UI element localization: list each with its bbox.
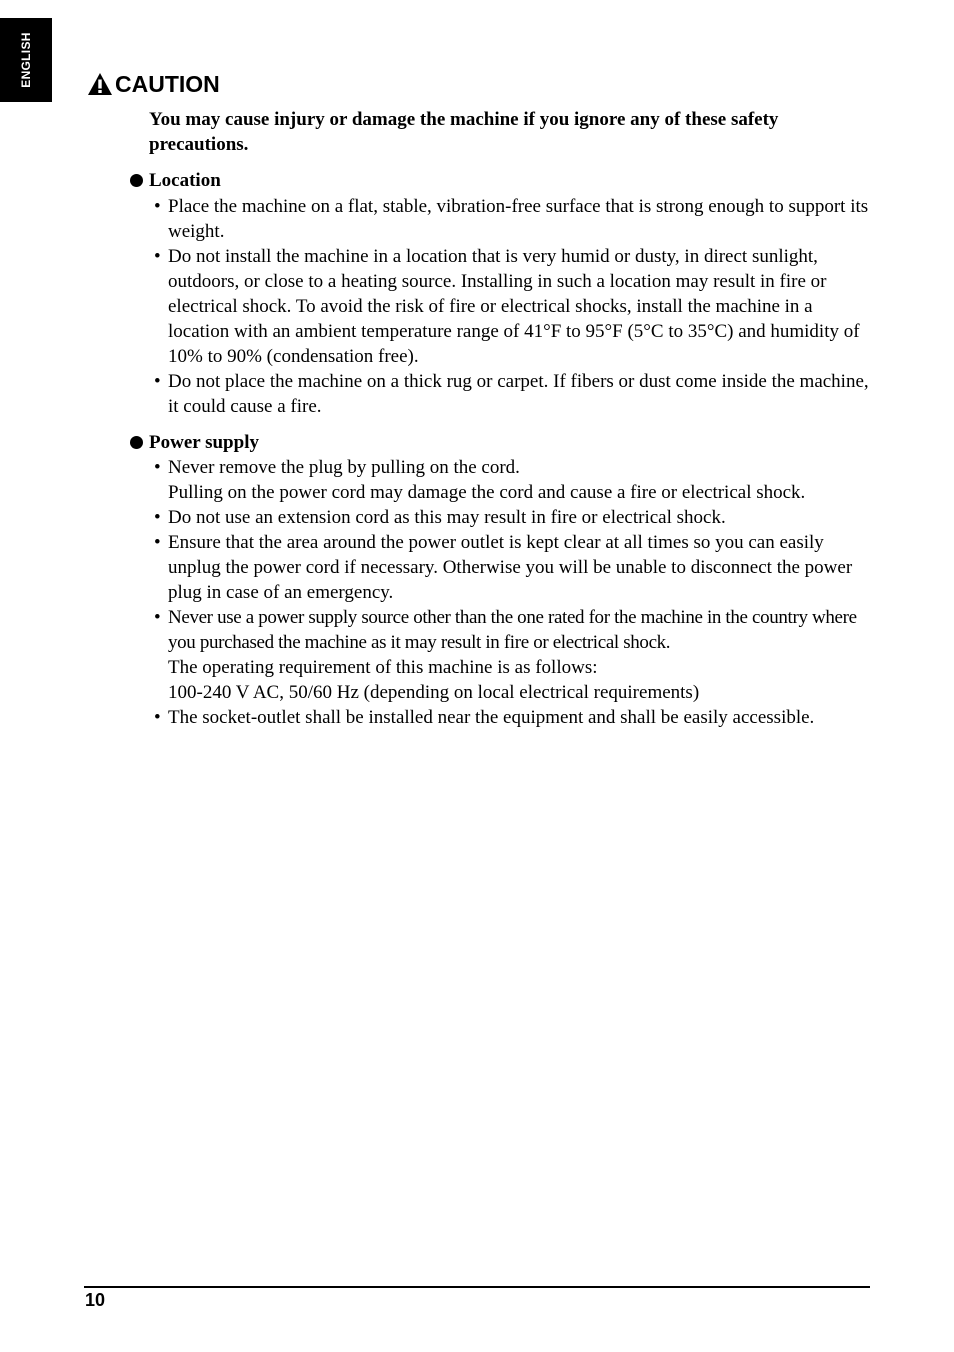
section-title-text: Power supply bbox=[149, 432, 259, 453]
list-item: • Do not install the machine in a location that is very humid or dusty, in direct sunlight, outdoors, or close to a heating source. Installing in such a location may result in fire or electrical shock. To avoid the risk of fire or electrical shocks, install the machine in a location with an ambient temperature range of 41°F to 95°F (5°C to 35°C) and humidity of 10% to 90% (condensation free). bbox=[154, 246, 860, 367]
language-tab bbox=[0, 18, 52, 102]
bullet-dot-icon bbox=[130, 436, 143, 449]
caution-heading bbox=[87, 70, 220, 98]
page-number: 10 bbox=[85, 1290, 106, 1310]
section-title-text: Location bbox=[149, 170, 221, 191]
language-tab-label: ENGLISH bbox=[19, 32, 33, 88]
list-item: • Never use a power supply source other than the one rated for the machine in the country where you purchased the machine as it may result in fire or electrical shock. The operating requirement of this machine is as follows: 100-240 V AC, 50/60 Hz (depending on local electrical requirements) bbox=[154, 607, 857, 703]
section-title-power-supply bbox=[130, 430, 259, 455]
bullet-dot-icon bbox=[130, 174, 143, 187]
footer-rule bbox=[84, 1286, 870, 1288]
list-item: • Do not place the machine on a thick rug or carpet. If fibers or dust come inside the machine, it could cause a fire. bbox=[154, 371, 869, 417]
section-title-location bbox=[130, 168, 221, 193]
power-supply-list bbox=[154, 455, 870, 730]
location-list bbox=[154, 194, 870, 419]
caution-title: CAUTION bbox=[115, 71, 220, 97]
list-item: • Ensure that the area around the power outlet is kept clear at all times so you can easily unplug the power cord if necessary. Otherwise you will be unable to disconnect the power plug in case of an emergency. bbox=[154, 532, 853, 603]
warning-triangle-icon bbox=[87, 72, 113, 96]
list-item: • Do not use an extension cord as this may result in fire or electrical shock. bbox=[154, 507, 726, 528]
list-item: • The socket-outlet shall be installed near the equipment and shall be easily accessible. bbox=[154, 707, 815, 728]
list-item: • Place the machine on a flat, stable, vibration-free surface that is strong enough to support its weight. bbox=[154, 196, 869, 242]
safety-intro: You may cause injury or damage the machine if you ignore any of these safety precautions. bbox=[149, 109, 779, 155]
list-item: • Never remove the plug by pulling on the cord. Pulling on the power cord may damage the cord and cause a fire or electrical shock. bbox=[154, 457, 806, 503]
